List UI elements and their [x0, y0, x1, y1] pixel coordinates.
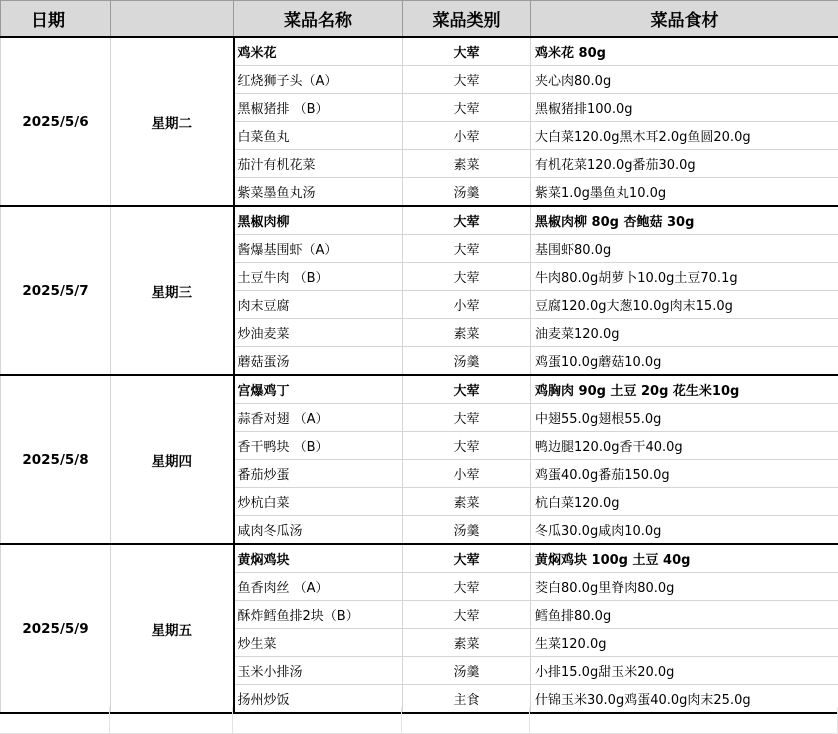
dish-category-cell[interactable]: 大荤 [403, 66, 531, 94]
weekday-cell[interactable]: 星期二 [111, 37, 234, 206]
dish-name-cell[interactable]: 蒜香对翅 （A） [234, 404, 403, 432]
dish-name-cell[interactable]: 酥炸鳕鱼排2块（B） [234, 601, 403, 629]
dish-name-cell[interactable]: 黑椒猪排 （B） [234, 94, 403, 122]
dish-ingredients-cell[interactable]: 什锦玉米30.0g鸡蛋40.0g肉末25.0g [531, 685, 838, 714]
dish-ingredients-cell[interactable]: 茭白80.0g里脊肉80.0g [531, 573, 838, 601]
weekday-cell[interactable]: 星期四 [111, 375, 234, 544]
dish-category-cell[interactable]: 素菜 [403, 150, 531, 178]
date-cell[interactable]: 2025/5/7 [1, 206, 111, 375]
dish-ingredients-cell[interactable]: 基围虾80.0g [531, 235, 838, 263]
header-dish-ingredients[interactable]: 菜品食材 [531, 1, 838, 38]
dish-category-cell[interactable]: 大荤 [403, 206, 531, 235]
dish-name-cell[interactable]: 紫菜墨鱼丸汤 [234, 178, 403, 207]
dish-ingredients-cell[interactable]: 鸡蛋10.0g蘑菇10.0g [531, 347, 838, 376]
dish-category-cell[interactable]: 大荤 [403, 432, 531, 460]
dish-name-cell[interactable]: 炒生菜 [234, 629, 403, 657]
dish-ingredients-cell[interactable]: 生菜120.0g [531, 629, 838, 657]
dish-category-cell[interactable]: 主食 [403, 685, 531, 714]
dish-name-cell[interactable]: 土豆牛肉 （B） [234, 263, 403, 291]
dish-category-cell[interactable]: 大荤 [403, 601, 531, 629]
header-dish-name[interactable]: 菜品名称 [234, 1, 403, 38]
weekday-cell[interactable]: 星期三 [111, 206, 234, 375]
dish-name-cell[interactable]: 黄焖鸡块 [234, 544, 403, 573]
dish-name-cell[interactable]: 扬州炒饭 [234, 685, 403, 714]
dish-ingredients-cell[interactable]: 黄焖鸡块 100g 土豆 40g [531, 544, 838, 573]
dish-name-cell[interactable]: 炒杭白菜 [234, 488, 403, 516]
dish-ingredients-cell[interactable]: 油麦菜120.0g [531, 319, 838, 347]
dish-ingredients-cell[interactable]: 牛肉80.0g胡萝卜10.0g土豆70.1g [531, 263, 838, 291]
dish-category-cell[interactable]: 小荤 [403, 460, 531, 488]
dish-name-cell[interactable]: 炒油麦菜 [234, 319, 403, 347]
dish-category-cell[interactable]: 素菜 [403, 488, 531, 516]
dish-ingredients-cell[interactable]: 鸭边腿120.0g香干40.0g [531, 432, 838, 460]
dish-name-cell[interactable]: 红烧狮子头（A） [234, 66, 403, 94]
table-row [1, 544, 838, 573]
dish-ingredients-cell[interactable]: 小排15.0g甜玉米20.0g [531, 657, 838, 685]
header-dish-category[interactable]: 菜品类别 [403, 1, 531, 38]
header-row [1, 1, 838, 38]
table-row [1, 37, 838, 66]
dish-name-cell[interactable]: 鸡米花 [234, 37, 403, 66]
dish-category-cell[interactable]: 汤羹 [403, 178, 531, 207]
dish-category-cell[interactable]: 素菜 [403, 629, 531, 657]
header-weekday[interactable] [111, 1, 234, 38]
dish-name-cell[interactable]: 白菜鱼丸 [234, 122, 403, 150]
dish-category-cell[interactable]: 汤羹 [403, 657, 531, 685]
dish-category-cell[interactable]: 大荤 [403, 544, 531, 573]
dish-category-cell[interactable]: 大荤 [403, 404, 531, 432]
weekday-cell[interactable]: 星期五 [111, 544, 234, 713]
dish-name-cell[interactable]: 茄汁有机花菜 [234, 150, 403, 178]
dish-ingredients-cell[interactable]: 夹心肉80.0g [531, 66, 838, 94]
dish-category-cell[interactable]: 小荤 [403, 291, 531, 319]
dish-name-cell[interactable]: 鱼香肉丝 （A） [234, 573, 403, 601]
dish-category-cell[interactable]: 大荤 [403, 37, 531, 66]
dish-name-cell[interactable]: 黑椒肉柳 [234, 206, 403, 235]
dish-ingredients-cell[interactable]: 冬瓜30.0g咸肉10.0g [531, 516, 838, 545]
dish-name-cell[interactable]: 咸肉冬瓜汤 [234, 516, 403, 545]
dish-name-cell[interactable]: 番茄炒蛋 [234, 460, 403, 488]
dish-category-cell[interactable]: 大荤 [403, 573, 531, 601]
dish-name-cell[interactable]: 肉末豆腐 [234, 291, 403, 319]
dish-ingredients-cell[interactable]: 黑椒肉柳 80g 杏鲍菇 30g [531, 206, 838, 235]
dish-name-cell[interactable]: 香干鸭块 （B） [234, 432, 403, 460]
dish-ingredients-cell[interactable]: 鸡蛋40.0g番茄150.0g [531, 460, 838, 488]
dish-ingredients-cell[interactable]: 鸡胸肉 90g 土豆 20g 花生米10g [531, 375, 838, 404]
dish-name-cell[interactable]: 酱爆基围虾（A） [234, 235, 403, 263]
date-cell[interactable]: 2025/5/8 [1, 375, 111, 544]
dish-category-cell[interactable]: 大荤 [403, 263, 531, 291]
dish-ingredients-cell[interactable]: 鸡米花 80g [531, 37, 838, 66]
dish-ingredients-cell[interactable]: 紫菜1.0g墨鱼丸10.0g [531, 178, 838, 207]
empty-spreadsheet-row[interactable] [0, 707, 838, 734]
date-cell[interactable]: 2025/5/6 [1, 37, 111, 206]
date-cell[interactable]: 2025/5/9 [1, 544, 111, 713]
dish-ingredients-cell[interactable]: 杭白菜120.0g [531, 488, 838, 516]
header-date[interactable]: 日期 [1, 1, 111, 38]
dish-category-cell[interactable]: 素菜 [403, 319, 531, 347]
dish-ingredients-cell[interactable]: 有机花菜120.0g番茄30.0g [531, 150, 838, 178]
table-row [1, 206, 838, 235]
dish-category-cell[interactable]: 小荤 [403, 122, 531, 150]
dish-category-cell[interactable]: 大荤 [403, 235, 531, 263]
dish-ingredients-cell[interactable]: 鳕鱼排80.0g [531, 601, 838, 629]
dish-name-cell[interactable]: 玉米小排汤 [234, 657, 403, 685]
dish-name-cell[interactable]: 宫爆鸡丁 [234, 375, 403, 404]
dish-category-cell[interactable]: 汤羹 [403, 347, 531, 376]
dish-category-cell[interactable]: 大荤 [403, 375, 531, 404]
dish-category-cell[interactable]: 大荤 [403, 94, 531, 122]
dish-name-cell[interactable]: 蘑菇蛋汤 [234, 347, 403, 376]
dish-ingredients-cell[interactable]: 豆腐120.0g大葱10.0g肉末15.0g [531, 291, 838, 319]
table-row [1, 375, 838, 404]
dish-ingredients-cell[interactable]: 中翅55.0g翅根55.0g [531, 404, 838, 432]
dish-ingredients-cell[interactable]: 大白菜120.0g黑木耳2.0g鱼圆20.0g [531, 122, 838, 150]
dish-ingredients-cell[interactable]: 黑椒猪排100.0g [531, 94, 838, 122]
dish-category-cell[interactable]: 汤羹 [403, 516, 531, 545]
